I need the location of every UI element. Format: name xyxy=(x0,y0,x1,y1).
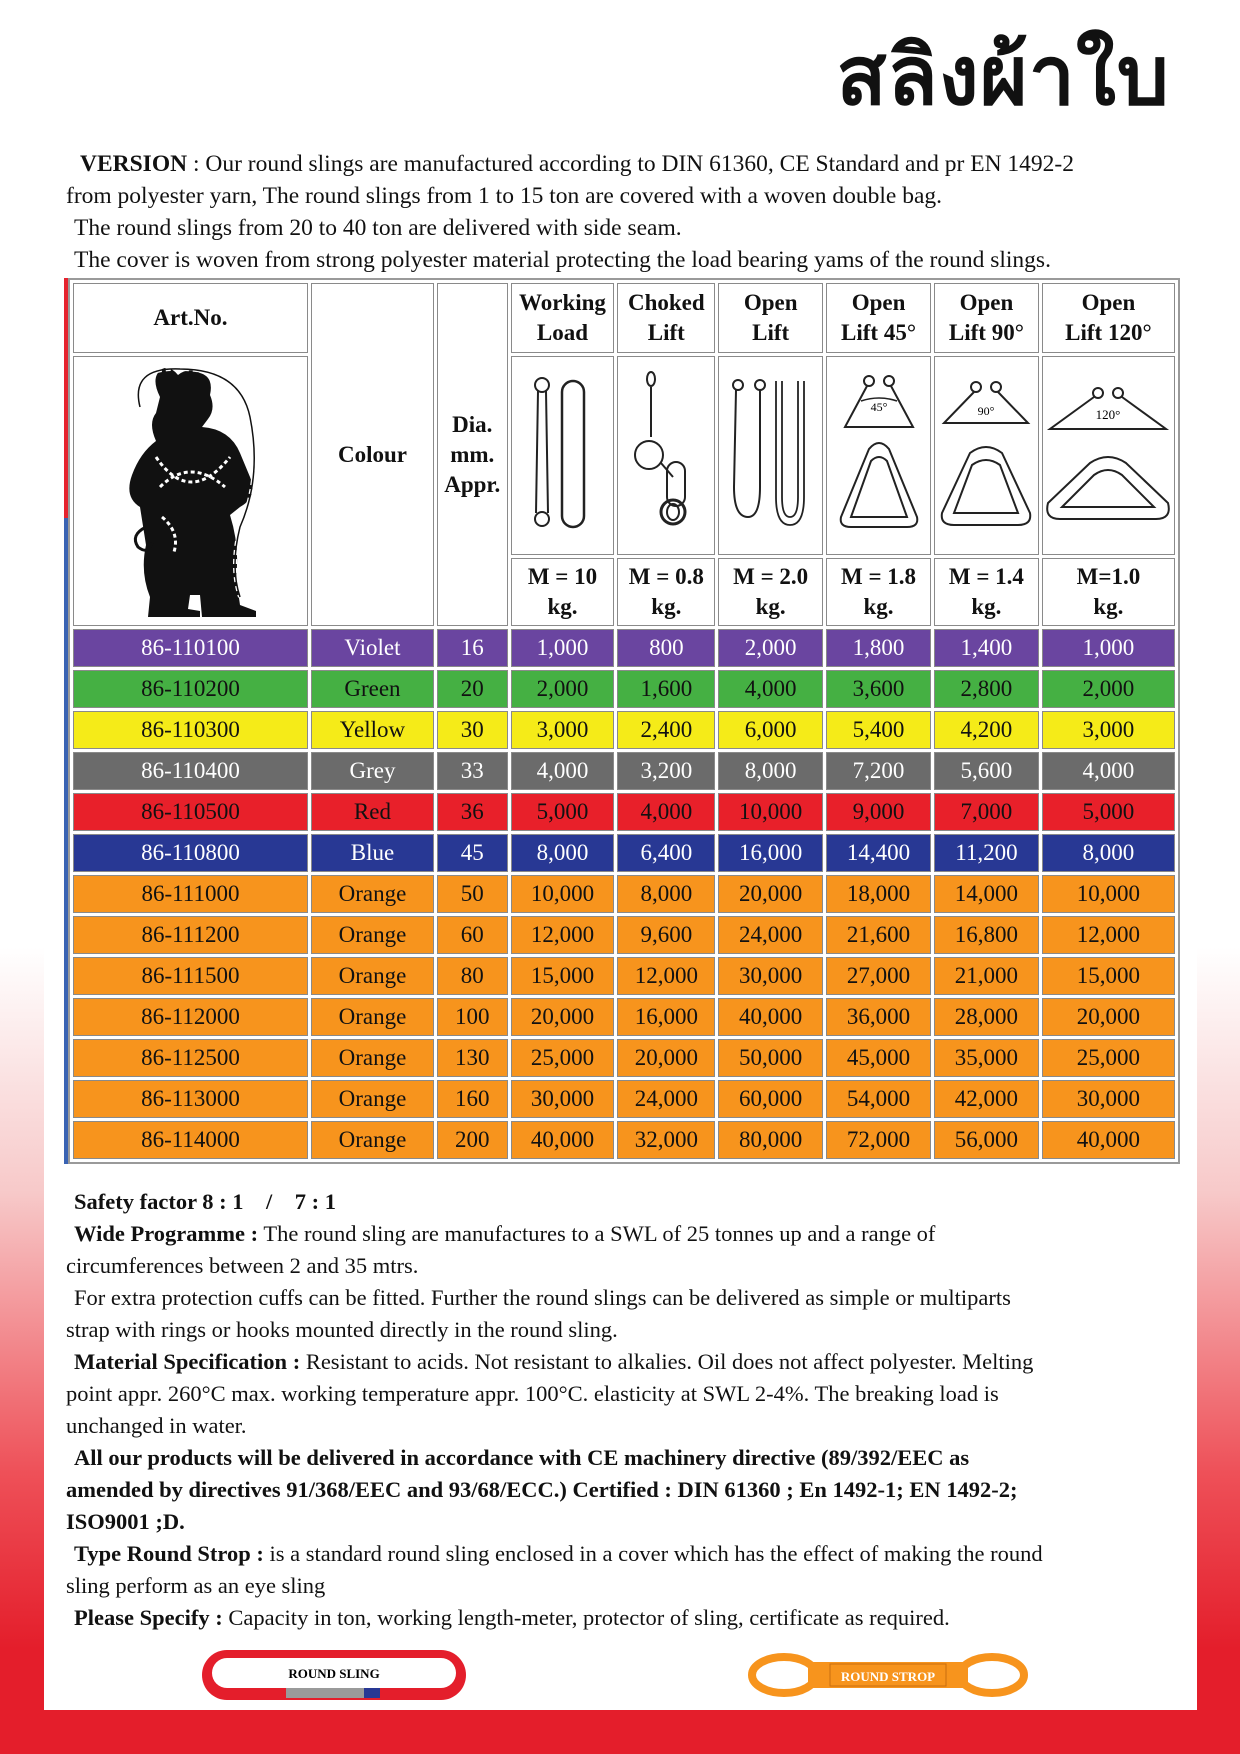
cell-art: 86-110500 xyxy=(73,793,308,831)
cell-colour: Orange xyxy=(311,1121,434,1159)
header-choked-lift xyxy=(617,283,715,353)
ce-line-1: All our products will be delivered in accordance with CE machinery directive (89/392/EEC as xyxy=(74,1445,970,1470)
angle-120-label: 120° xyxy=(1096,407,1121,423)
round-strop-label: ROUND STROP xyxy=(840,1669,936,1684)
cell-open: 60,000 xyxy=(718,1080,823,1118)
cell-dia: 130 xyxy=(437,1039,508,1077)
cell-dia: 160 xyxy=(437,1080,508,1118)
table-row xyxy=(73,670,1175,708)
diagram-working-load xyxy=(511,356,615,555)
intro-line-2: from polyester yarn, The round slings from 1 to 15 ton are covered with a woven double bag. xyxy=(66,183,943,209)
cell-wl: 10,000 xyxy=(511,875,615,913)
cell-dia: 20 xyxy=(437,670,508,708)
cell-art: 86-110200 xyxy=(73,670,308,708)
cell-wl: 4,000 xyxy=(511,752,615,790)
header-open45-1: Open xyxy=(851,290,906,315)
table-row xyxy=(73,875,1175,913)
table-row xyxy=(73,957,1175,995)
cell-wl: 30,000 xyxy=(511,1080,615,1118)
table-row xyxy=(73,629,1175,667)
cell-choked: 24,000 xyxy=(617,1080,715,1118)
table-row xyxy=(73,1039,1175,1077)
cell-o45: 9,000 xyxy=(826,793,931,831)
header-open45-2: Lift 45° xyxy=(841,320,917,345)
header-open120-1: Open xyxy=(1081,290,1136,315)
cell-o90: 1,400 xyxy=(934,629,1039,667)
cell-art: 86-110800 xyxy=(73,834,308,872)
cell-wl: 40,000 xyxy=(511,1121,615,1159)
cell-o45: 14,400 xyxy=(826,834,931,872)
header-open-2: Lift xyxy=(752,320,790,345)
cell-o90: 14,000 xyxy=(934,875,1039,913)
header-open-lift xyxy=(718,283,823,353)
cell-o90: 4,200 xyxy=(934,711,1039,749)
cell-wl: 1,000 xyxy=(511,629,615,667)
cell-dia: 33 xyxy=(437,752,508,790)
bear-logo-cell xyxy=(73,356,308,626)
angle-45-label: 45° xyxy=(870,400,887,415)
cell-open: 6,000 xyxy=(718,711,823,749)
cell-o120: 10,000 xyxy=(1042,875,1175,913)
cell-art: 86-112500 xyxy=(73,1039,308,1077)
cell-open: 16,000 xyxy=(718,834,823,872)
mass-factor-unit: kg. xyxy=(971,593,1002,619)
cell-o90: 35,000 xyxy=(934,1039,1039,1077)
table-row xyxy=(73,711,1175,749)
diagram-choked-lift xyxy=(617,356,715,555)
wide-programme-line xyxy=(66,1218,1181,1250)
cell-wl: 12,000 xyxy=(511,916,615,954)
page-title: สลิงผ้าใบ xyxy=(836,29,1170,124)
cell-o90: 42,000 xyxy=(934,1080,1039,1118)
please-specify-label: Please Specify : xyxy=(74,1605,223,1630)
cell-o120: 2,000 xyxy=(1042,670,1175,708)
cell-wl: 25,000 xyxy=(511,1039,615,1077)
cell-o120: 30,000 xyxy=(1042,1080,1175,1118)
cell-o45: 45,000 xyxy=(826,1039,931,1077)
header-diameter xyxy=(437,283,508,626)
cell-choked: 2,400 xyxy=(617,711,715,749)
cell-colour: Green xyxy=(311,670,434,708)
header-art-no: Art.No. xyxy=(73,283,308,353)
cell-o120: 12,000 xyxy=(1042,916,1175,954)
table-row xyxy=(73,1121,1175,1159)
cell-dia: 100 xyxy=(437,998,508,1036)
cell-o45: 3,600 xyxy=(826,670,931,708)
cell-art: 86-110300 xyxy=(73,711,308,749)
header-open90-1: Open xyxy=(959,290,1014,315)
cell-dia: 16 xyxy=(437,629,508,667)
header-dia-3: Appr. xyxy=(444,471,501,497)
cell-art: 86-111500 xyxy=(73,957,308,995)
cell-o90: 56,000 xyxy=(934,1121,1039,1159)
mass-factor-cell xyxy=(718,558,823,626)
cell-colour: Yellow xyxy=(311,711,434,749)
cell-choked: 6,400 xyxy=(617,834,715,872)
cell-art: 86-111000 xyxy=(73,875,308,913)
wide-programme-text: The round sling are manufactures to a SWL of 25 tonnes up and a range of xyxy=(258,1221,936,1246)
angle-90-label: 90° xyxy=(978,404,995,419)
cell-o120: 20,000 xyxy=(1042,998,1175,1036)
cell-choked: 8,000 xyxy=(617,875,715,913)
cell-open: 80,000 xyxy=(718,1121,823,1159)
header-choked-1: Choked xyxy=(627,290,705,315)
intro-line-3: The round slings from 20 to 40 ton are delivered with side seam. xyxy=(74,215,682,241)
cell-colour: Orange xyxy=(311,957,434,995)
cell-dia: 45 xyxy=(437,834,508,872)
cell-choked: 12,000 xyxy=(617,957,715,995)
round-strop-image xyxy=(748,1652,1028,1698)
header-choked-2: Lift xyxy=(647,320,685,345)
cell-open: 8,000 xyxy=(718,752,823,790)
mass-factor-unit: kg. xyxy=(1093,593,1124,619)
cell-colour: Orange xyxy=(311,998,434,1036)
mass-factor-value: M = 1.4 xyxy=(948,563,1024,589)
cell-o45: 36,000 xyxy=(826,998,931,1036)
cell-open: 24,000 xyxy=(718,916,823,954)
header-working-2: Load xyxy=(536,320,589,345)
diagram-open-lift-90 xyxy=(934,356,1039,555)
table-row xyxy=(73,998,1175,1036)
vertical-sling-icon xyxy=(522,367,602,537)
spec-table-wrapper xyxy=(64,278,1184,1164)
intro-line-4: The cover is woven from strong polyester material protecting the load bearing yams of the round slings. xyxy=(74,247,1051,273)
wide-programme-line-2: circumferences between 2 and 35 mtrs. xyxy=(66,1253,419,1278)
basket-sling-icon xyxy=(726,367,816,537)
round-sling-label: ROUND SLING xyxy=(288,1666,380,1681)
cell-open: 20,000 xyxy=(718,875,823,913)
diagram-open-lift-120 xyxy=(1042,356,1175,555)
cell-choked: 3,200 xyxy=(617,752,715,790)
type-round-strop-line xyxy=(66,1538,1181,1570)
mass-factor-unit: kg. xyxy=(755,593,786,619)
cell-open: 30,000 xyxy=(718,957,823,995)
ce-line-3: ISO9001 ;D. xyxy=(66,1509,185,1534)
cell-colour: Orange xyxy=(311,1080,434,1118)
material-spec-line-2: point appr. 260°C max. working temperature appr. 100°C. elasticity at SWL 2-4%. The breaking load is xyxy=(66,1381,999,1406)
cell-art: 86-110100 xyxy=(73,629,308,667)
table-row xyxy=(73,834,1175,872)
spec-table xyxy=(68,278,1180,1164)
mass-factor-value: M = 0.8 xyxy=(628,563,704,589)
material-spec-line xyxy=(66,1346,1181,1378)
cell-o90: 28,000 xyxy=(934,998,1039,1036)
mass-factor-value: M = 1.8 xyxy=(840,563,917,589)
mass-factor-value: M=1.0 xyxy=(1076,563,1141,589)
cell-wl: 3,000 xyxy=(511,711,615,749)
cell-wl: 20,000 xyxy=(511,998,615,1036)
table-row xyxy=(73,752,1175,790)
sling-45-icon xyxy=(831,367,927,537)
cell-open: 50,000 xyxy=(718,1039,823,1077)
table-row xyxy=(73,1080,1175,1118)
header-open120-2: Lift 120° xyxy=(1065,320,1152,345)
cell-dia: 30 xyxy=(437,711,508,749)
cell-o90: 5,600 xyxy=(934,752,1039,790)
cell-open: 4,000 xyxy=(718,670,823,708)
cell-dia: 60 xyxy=(437,916,508,954)
extra-protection-line-1: For extra protection cuffs can be fitted. Further the round slings can be delivered as simple or multiparts xyxy=(74,1285,1011,1310)
please-specify-text: Capacity in ton, working length-meter, protector of sling, certificate as required. xyxy=(222,1605,950,1630)
header-dia-2: mm. xyxy=(450,441,495,467)
cell-o120: 1,000 xyxy=(1042,629,1175,667)
diagram-open-lift xyxy=(718,356,823,555)
cell-colour: Violet xyxy=(311,629,434,667)
material-spec-label: Material Specification : xyxy=(74,1349,301,1374)
intro-text xyxy=(66,148,1176,276)
intro-line-1-text: : Our round slings are manufactured according to DIN 61360, CE Standard and pr EN 1492-2 xyxy=(187,151,1075,177)
cell-choked: 20,000 xyxy=(617,1039,715,1077)
header-working-load xyxy=(511,283,615,353)
cell-o90: 16,800 xyxy=(934,916,1039,954)
type-round-strop-text: is a standard round sling enclosed in a cover which has the effect of making the round xyxy=(263,1541,1043,1566)
ce-line-2: amended by directives 91/368/EEC and 93/68/ECC.) Certified : DIN 61360 ; En 1492-1; EN 1492-2; xyxy=(66,1477,1018,1502)
mass-factor-cell xyxy=(1042,558,1175,626)
cell-colour: Red xyxy=(311,793,434,831)
cell-art: 86-110400 xyxy=(73,752,308,790)
cell-o45: 72,000 xyxy=(826,1121,931,1159)
header-colour: Colour xyxy=(311,283,434,626)
cell-o120: 3,000 xyxy=(1042,711,1175,749)
cell-wl: 8,000 xyxy=(511,834,615,872)
cell-colour: Grey xyxy=(311,752,434,790)
cell-dia: 50 xyxy=(437,875,508,913)
table-row xyxy=(73,916,1175,954)
cell-o45: 27,000 xyxy=(826,957,931,995)
choked-sling-icon xyxy=(621,367,711,537)
cell-o90: 11,200 xyxy=(934,834,1039,872)
mass-factor-unit: kg. xyxy=(863,593,894,619)
cell-choked: 800 xyxy=(617,629,715,667)
header-open-1: Open xyxy=(743,290,798,315)
cell-open: 2,000 xyxy=(718,629,823,667)
cell-art: 86-113000 xyxy=(73,1080,308,1118)
cell-o45: 5,400 xyxy=(826,711,931,749)
cell-open: 40,000 xyxy=(718,998,823,1036)
header-dia-1: Dia. xyxy=(452,411,493,437)
cell-colour: Orange xyxy=(311,1039,434,1077)
cell-choked: 32,000 xyxy=(617,1121,715,1159)
header-open-lift-90 xyxy=(934,283,1039,353)
cell-choked: 16,000 xyxy=(617,998,715,1036)
header-open90-2: Lift 90° xyxy=(948,320,1024,345)
mass-factor-value: M = 2.0 xyxy=(733,563,809,589)
cell-o120: 8,000 xyxy=(1042,834,1175,872)
cell-dia: 36 xyxy=(437,793,508,831)
bear-logo-icon xyxy=(90,357,290,619)
cell-o45: 7,200 xyxy=(826,752,931,790)
material-spec-text: Resistant to acids. Not resistant to alkalies. Oil does not affect polyester. Melting xyxy=(300,1349,1034,1374)
round-sling-image xyxy=(198,1646,470,1704)
version-label: VERSION xyxy=(80,151,188,177)
cell-art: 86-114000 xyxy=(73,1121,308,1159)
cell-o45: 1,800 xyxy=(826,629,931,667)
sling-90-icon xyxy=(938,367,1034,537)
cell-choked: 9,600 xyxy=(617,916,715,954)
cell-open: 10,000 xyxy=(718,793,823,831)
cell-colour: Orange xyxy=(311,875,434,913)
type-round-strop-line-2: sling perform as an eye sling xyxy=(66,1573,326,1598)
cell-wl: 2,000 xyxy=(511,670,615,708)
cell-choked: 4,000 xyxy=(617,793,715,831)
cell-o90: 2,800 xyxy=(934,670,1039,708)
safety-factor: Safety factor 8 : 1 / 7 : 1 xyxy=(74,1189,337,1214)
type-round-strop-label: Type Round Strop : xyxy=(74,1541,264,1566)
cell-colour: Orange xyxy=(311,916,434,954)
please-specify-line xyxy=(66,1602,1181,1634)
cell-o120: 25,000 xyxy=(1042,1039,1175,1077)
cell-o45: 54,000 xyxy=(826,1080,931,1118)
table-row xyxy=(73,793,1175,831)
mass-factor-unit: kg. xyxy=(651,593,682,619)
cell-o45: 18,000 xyxy=(826,875,931,913)
wide-programme-label: Wide Programme : xyxy=(74,1221,259,1246)
material-spec-line-3: unchanged in water. xyxy=(66,1413,247,1438)
cell-colour: Blue xyxy=(311,834,434,872)
notes-section xyxy=(66,1186,1181,1634)
header-open-lift-45 xyxy=(826,283,931,353)
header-open-lift-120 xyxy=(1042,283,1175,353)
header-working-1: Working xyxy=(519,290,606,315)
cell-o90: 21,000 xyxy=(934,957,1039,995)
cell-wl: 5,000 xyxy=(511,793,615,831)
mass-factor-unit: kg. xyxy=(547,593,578,619)
cell-art: 86-111200 xyxy=(73,916,308,954)
mass-factor-cell xyxy=(826,558,931,626)
cell-dia: 80 xyxy=(437,957,508,995)
cell-o90: 7,000 xyxy=(934,793,1039,831)
cell-o120: 40,000 xyxy=(1042,1121,1175,1159)
cell-choked: 1,600 xyxy=(617,670,715,708)
cell-dia: 200 xyxy=(437,1121,508,1159)
cell-o45: 21,600 xyxy=(826,916,931,954)
cell-wl: 15,000 xyxy=(511,957,615,995)
cell-o120: 5,000 xyxy=(1042,793,1175,831)
cell-o120: 4,000 xyxy=(1042,752,1175,790)
mass-factor-cell xyxy=(511,558,615,626)
intro-line-1 xyxy=(66,148,1176,180)
cell-art: 86-112000 xyxy=(73,998,308,1036)
sling-120-icon xyxy=(1044,367,1172,537)
diagram-open-lift-45 xyxy=(826,356,931,555)
mass-factor-cell xyxy=(617,558,715,626)
extra-protection-line-2: strap with rings or hooks mounted directly in the round sling. xyxy=(66,1317,618,1342)
cell-o120: 15,000 xyxy=(1042,957,1175,995)
mass-factor-value: M = 10 xyxy=(527,563,598,589)
mass-factor-cell xyxy=(934,558,1039,626)
